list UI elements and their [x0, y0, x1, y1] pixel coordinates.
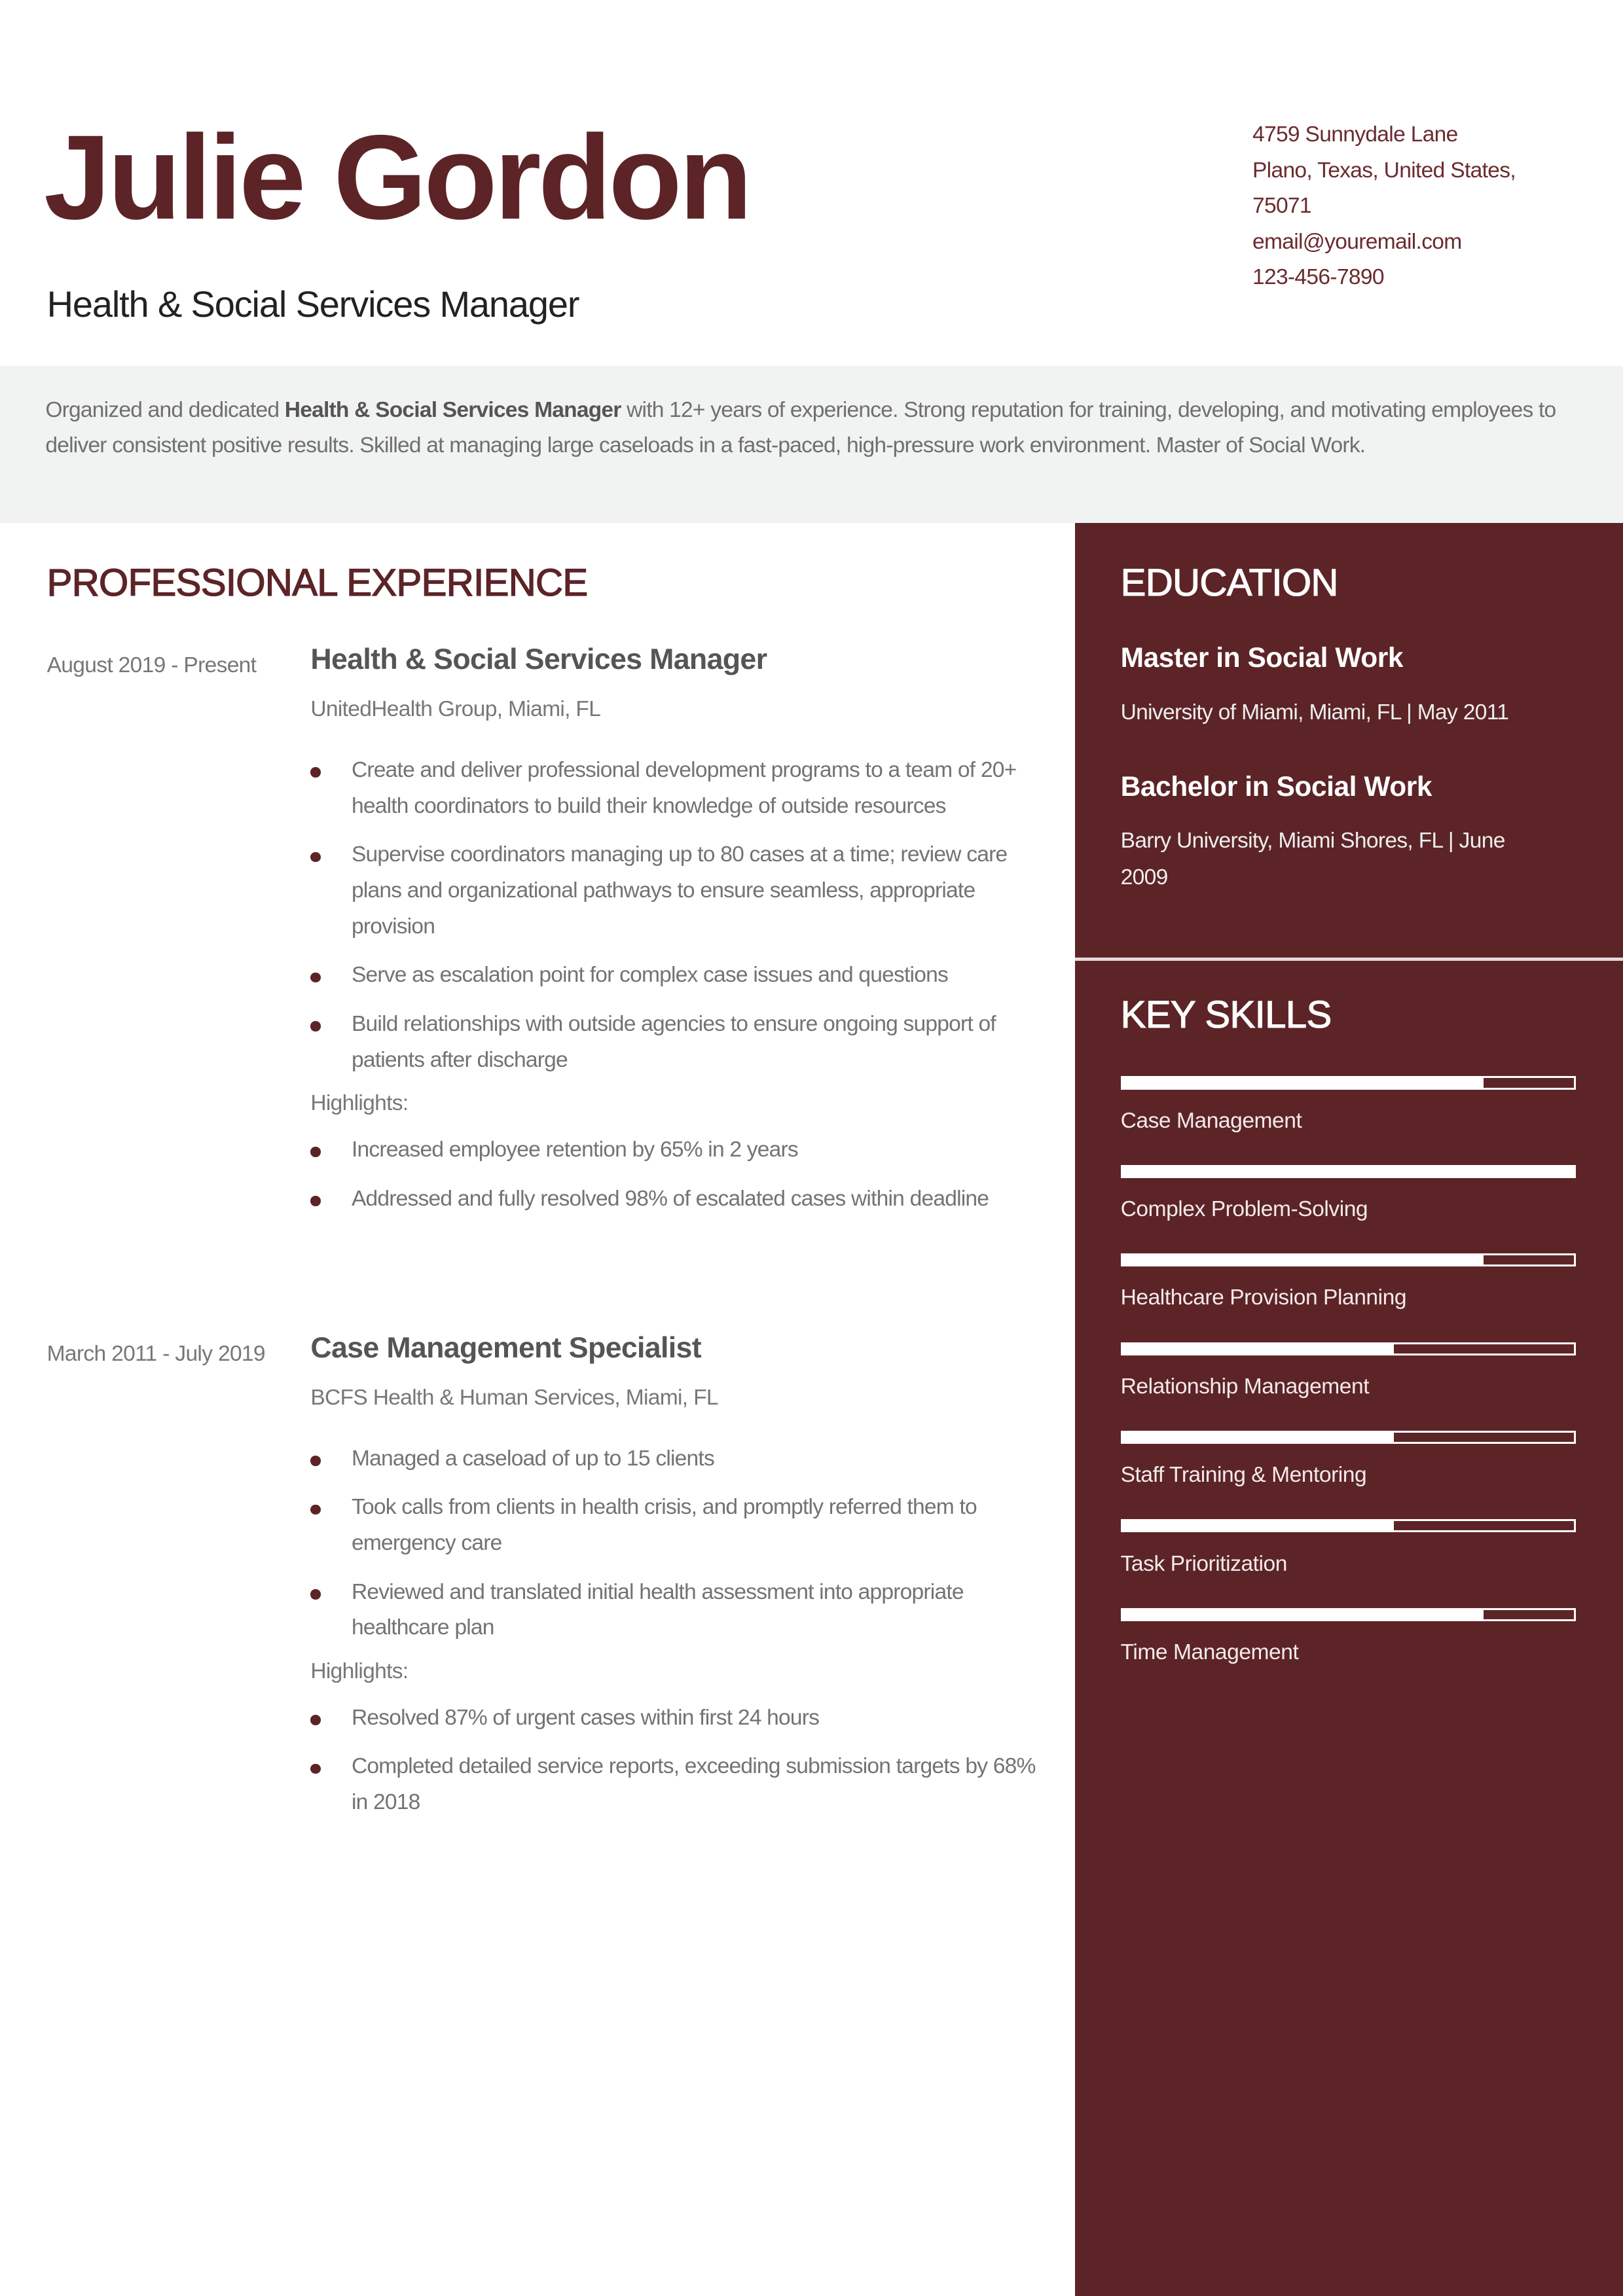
skill-level-fill: [1123, 1255, 1484, 1265]
bullet-text: Reviewed and translated initial health assessment into appropriate healthcare plan: [351, 1579, 964, 1640]
skill-name: Case Management: [1120, 1108, 1302, 1133]
list-item: [310, 1575, 1043, 1646]
skill-item: [1121, 1519, 1577, 1576]
duties-list: [310, 753, 1043, 1078]
summary-text: [45, 393, 1583, 464]
bullet-text: Managed a caseload of up to 15 clients: [351, 1446, 714, 1471]
address-line-1: 4759 Sunnydale Lane: [1252, 122, 1458, 147]
list-item: [310, 1007, 1043, 1078]
degree-title: Master in Social Work: [1120, 643, 1404, 674]
bullet-icon: [310, 1456, 321, 1466]
list-item: [310, 1490, 1043, 1561]
bullet-text: Serve as escalation point for complex case issues and questions: [351, 963, 948, 988]
highlights-list: [310, 1132, 1043, 1217]
bullet-text: Increased employee retention by 65% in 2 years: [351, 1137, 798, 1162]
bullet-text: Resolved 87% of urgent cases within first 24 hours: [351, 1705, 820, 1730]
list-item: [310, 753, 1043, 824]
summary-band: [0, 366, 1623, 522]
bullet-icon: [310, 973, 321, 983]
bullet-icon: [310, 1147, 321, 1157]
bullet-icon: [310, 1021, 321, 1031]
list-item: [310, 1700, 1043, 1736]
skill-level-fill: [1123, 1433, 1394, 1442]
skill-name: Relationship Management: [1120, 1374, 1370, 1399]
skill-level-bar: [1121, 1076, 1577, 1089]
list-item: [310, 1749, 1043, 1820]
list-item: [310, 958, 1043, 994]
email-link[interactable]: email@youremail.com: [1252, 229, 1462, 254]
bullet-icon: [310, 767, 321, 778]
skill-item: [1121, 1342, 1577, 1399]
sidebar-divider: [1075, 958, 1623, 960]
job-dates: August 2019 - Present: [46, 653, 257, 677]
list-item: [310, 837, 1043, 944]
experience-heading: PROFESSIONAL EXPERIENCE: [46, 561, 588, 604]
bullet-icon: [310, 1505, 321, 1515]
summary-start: Organized and dedicated: [45, 397, 285, 422]
skills-heading: KEY SKILLS: [1120, 993, 1332, 1036]
skill-level-fill: [1123, 1610, 1484, 1619]
address-zip: 75071: [1252, 194, 1311, 219]
list-item: [310, 1132, 1043, 1168]
job-company: UnitedHealth Group, Miami, FL: [310, 696, 601, 721]
skill-name: Time Management: [1120, 1640, 1299, 1664]
contact-info: [1252, 117, 1575, 296]
bullet-text: Addressed and fully resolved 98% of escalated cases within deadline: [351, 1186, 989, 1211]
skill-level-fill: [1123, 1078, 1484, 1087]
bullet-text: Create and deliver professional development programs to a team of 20+ health coordinators to build their knowledge of outside resources: [351, 758, 1017, 818]
bullet-icon: [310, 1196, 321, 1206]
skill-level-bar: [1121, 1165, 1577, 1178]
list-item: [310, 1181, 1043, 1217]
list-item: [310, 1441, 1043, 1477]
skill-item: [1121, 1165, 1577, 1222]
bullet-text: Build relationships with outside agencies to ensure ongoing support of patients after discharge: [351, 1011, 996, 1072]
skill-name: Staff Training & Mentoring: [1120, 1463, 1367, 1488]
skill-item: [1121, 1608, 1577, 1665]
highlights-label: Highlights:: [310, 1659, 409, 1683]
job-body: [310, 753, 1043, 1230]
skill-level-fill: [1123, 1521, 1394, 1530]
skill-level-bar: [1121, 1342, 1577, 1355]
degree-title: Bachelor in Social Work: [1120, 772, 1432, 803]
job-title: Health & Social Services Manager: [310, 643, 767, 676]
education-heading: EDUCATION: [1120, 561, 1338, 604]
duties-list: [310, 1441, 1043, 1646]
bullet-icon: [310, 1589, 321, 1600]
summary-bold: Health & Social Services Manager: [284, 397, 621, 422]
skill-level-fill: [1123, 1167, 1575, 1176]
skill-level-bar: [1121, 1608, 1577, 1621]
job-title: Case Management Specialist: [310, 1331, 701, 1364]
summary-end: with 12+ years of experience. Strong reputation for training, developing, and motivating employees to deliver consistent positive results. Skilled at managing large caseloads in a fast-paced, high-pressure work environment. Master of Social Work.: [45, 397, 1556, 458]
skill-name: Healthcare Provision Planning: [1120, 1285, 1407, 1310]
bullet-icon: [310, 1715, 321, 1725]
bullet-text: Completed detailed service reports, exceeding submission targets by 68% in 2018: [351, 1754, 1036, 1814]
skill-item: [1121, 1431, 1577, 1488]
skill-level-bar: [1121, 1431, 1577, 1444]
job-dates: March 2011 - July 2019: [46, 1341, 265, 1366]
job-company: BCFS Health & Human Services, Miami, FL: [310, 1385, 718, 1410]
degree-school: University of Miami, Miami, FL | May 2011: [1120, 700, 1509, 725]
highlights-list: [310, 1700, 1043, 1821]
address-line-2: Plano, Texas, United States,: [1252, 158, 1516, 183]
bullet-text: Took calls from clients in health crisis, and promptly referred them to emergency care: [351, 1495, 977, 1555]
skill-level-bar: [1121, 1253, 1577, 1266]
skill-name: Task Prioritization: [1120, 1551, 1287, 1576]
job-body: [310, 1441, 1043, 1834]
skill-level-fill: [1123, 1344, 1394, 1354]
degree-school: Barry University, Miami Shores, FL | June 2009: [1120, 829, 1505, 890]
phone: 123-456-7890: [1252, 265, 1384, 290]
skill-level-bar: [1121, 1519, 1577, 1532]
skill-item: [1121, 1253, 1577, 1310]
bullet-icon: [310, 852, 321, 863]
skill-item: [1121, 1076, 1577, 1133]
bullet-text: Supervise coordinators managing up to 80 cases at a time; review care plans and organizational pathways to ensure seamless, appropriate provision: [351, 842, 1008, 939]
bullet-icon: [310, 1764, 321, 1774]
candidate-name: Julie Gordon: [44, 109, 750, 244]
skill-name: Complex Problem-Solving: [1120, 1197, 1368, 1222]
candidate-title: Health & Social Services Manager: [46, 283, 579, 325]
highlights-label: Highlights:: [310, 1091, 409, 1116]
